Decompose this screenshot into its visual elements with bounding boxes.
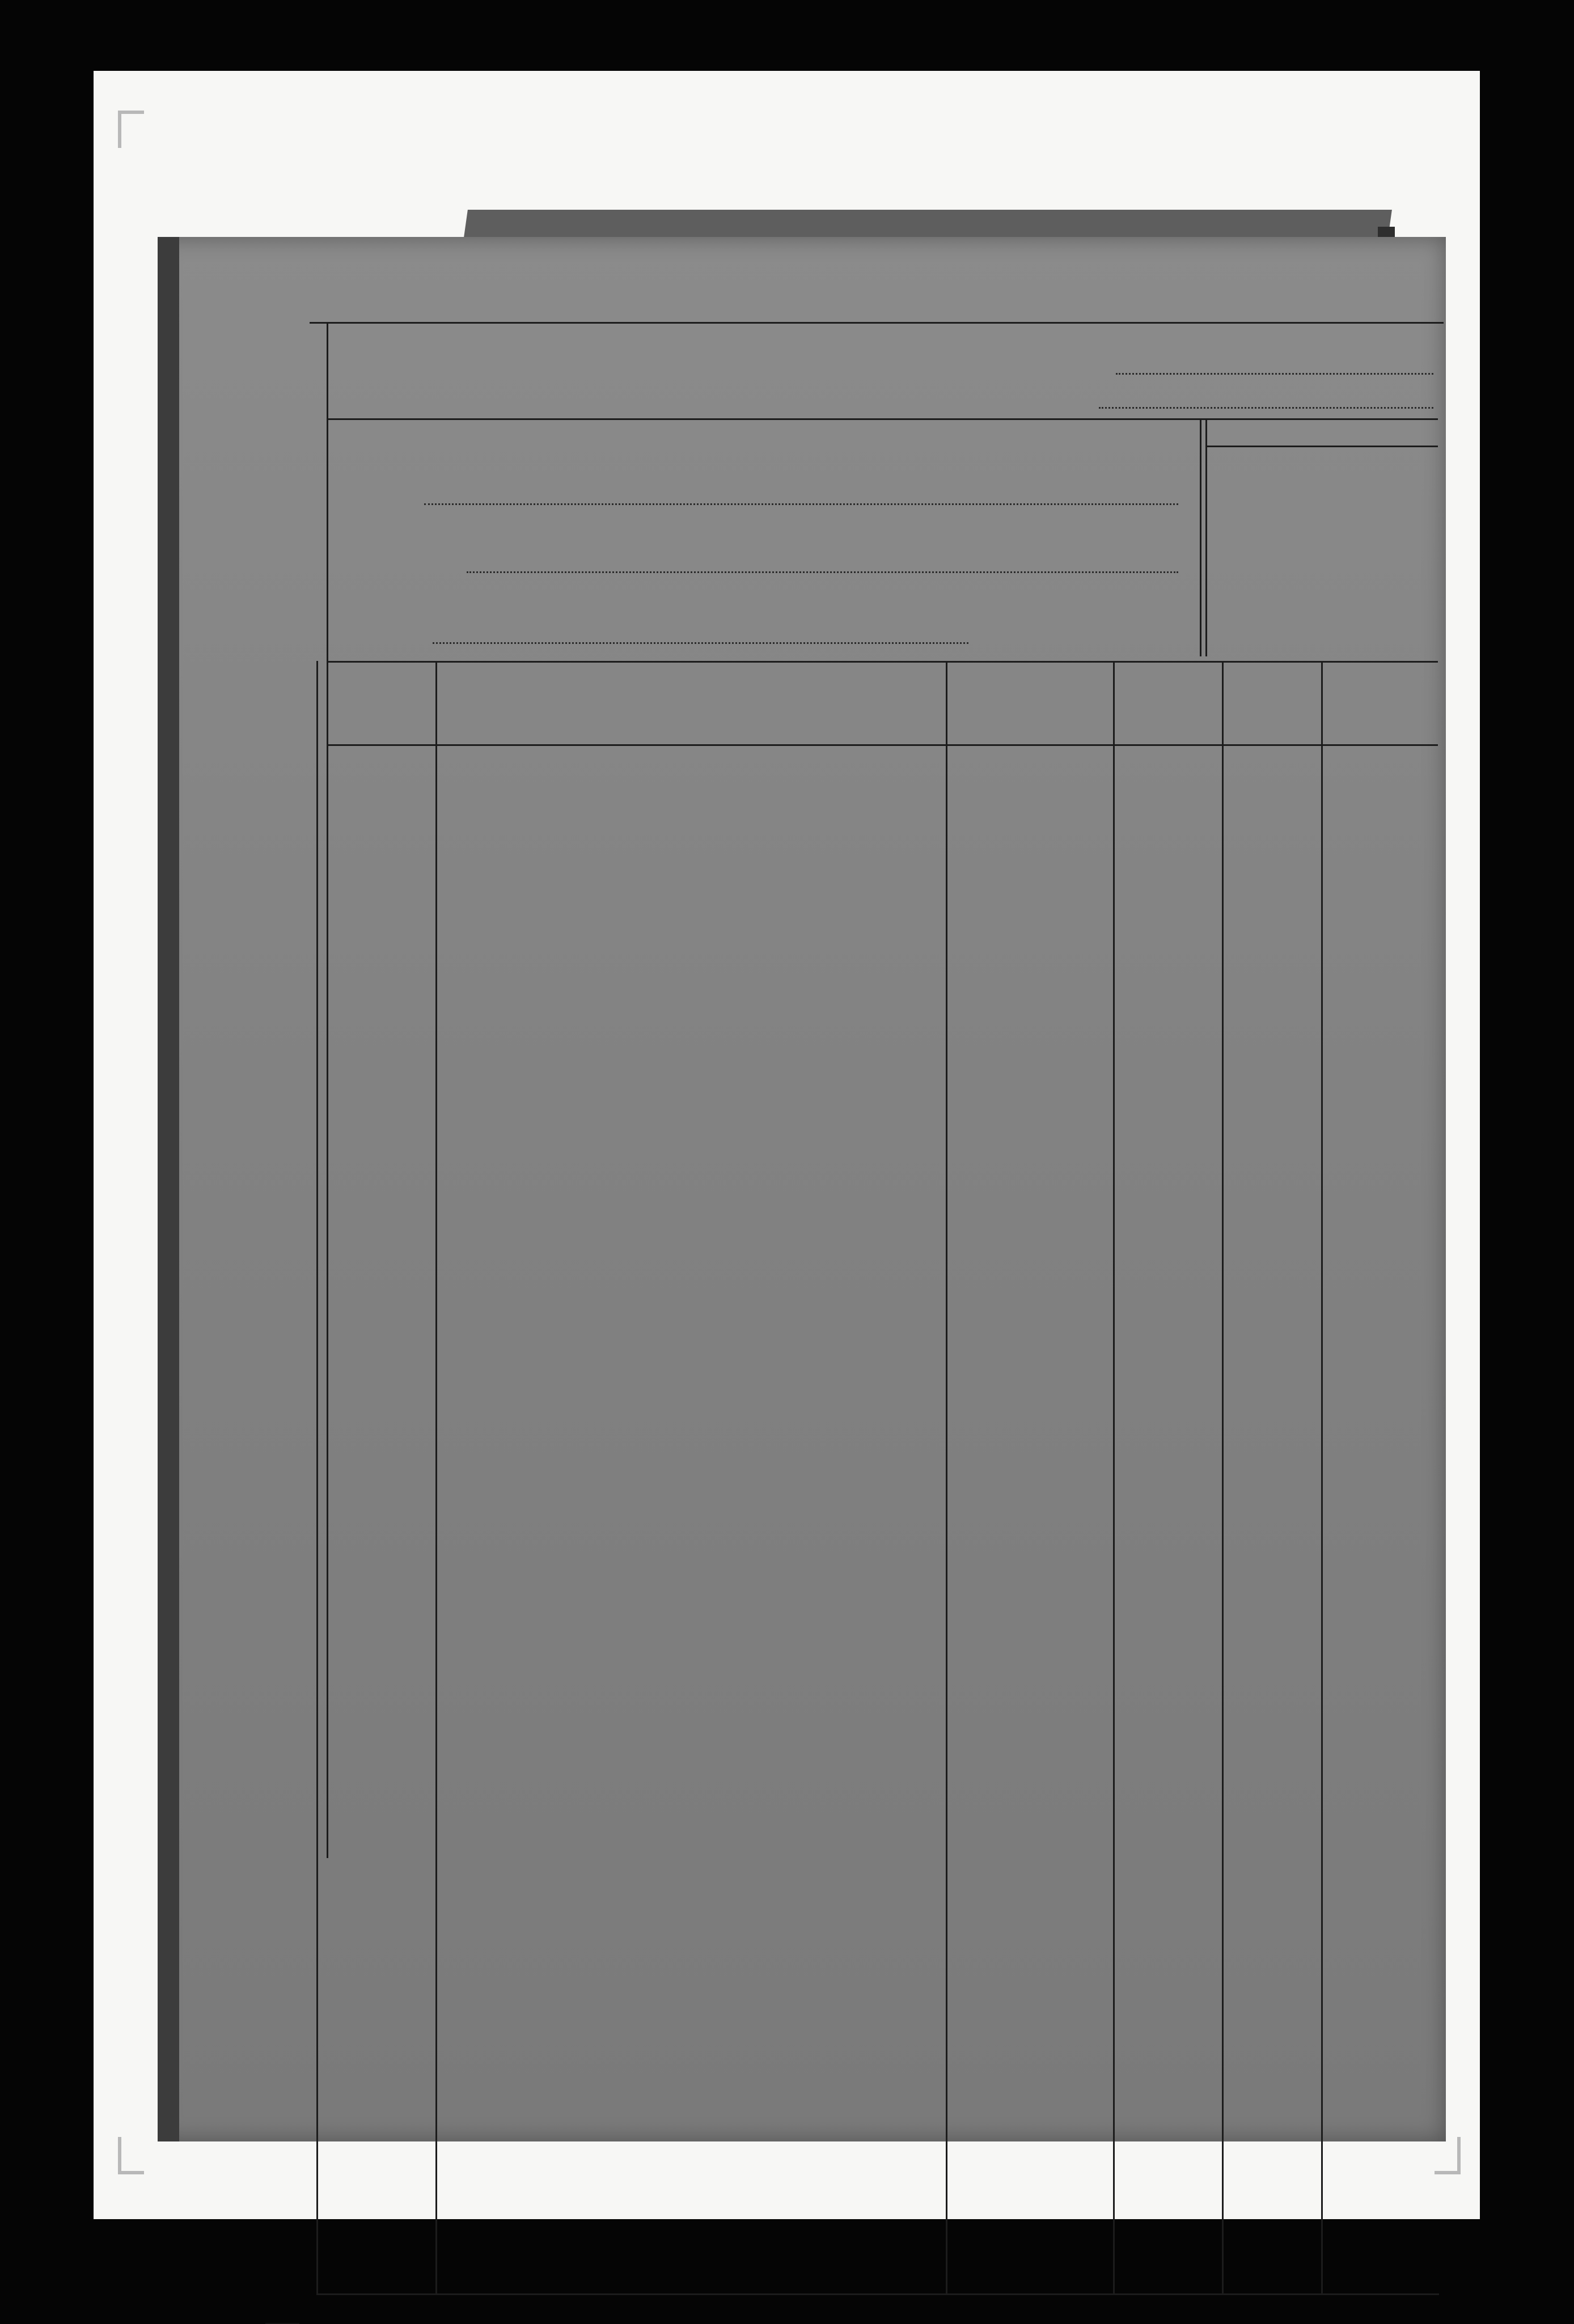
folder-spine	[158, 237, 179, 2141]
table-left-border	[316, 661, 318, 2293]
file-title-dotted-line	[433, 642, 968, 644]
col-divider-5	[1321, 661, 1323, 2293]
file-folder-cover	[158, 237, 1446, 2141]
cross-ref-divider	[1200, 418, 1201, 656]
col-divider-3	[1113, 661, 1115, 2293]
frame-left-line	[327, 322, 328, 1858]
table-top-rule	[327, 661, 1438, 663]
frame-title-rule	[327, 418, 1438, 420]
from-dotted-line	[1116, 373, 1433, 375]
header-rule	[310, 322, 1444, 324]
col-divider-2	[946, 661, 947, 2293]
to-dotted-line	[1099, 407, 1433, 409]
col-divider-4	[1222, 661, 1224, 2293]
crop-mark-bottom-left	[118, 2137, 144, 2174]
subject-dotted-line	[424, 503, 1178, 505]
sub-subject-dotted-line	[467, 571, 1178, 573]
crop-mark-bottom-right	[1435, 2137, 1461, 2174]
crop-mark-top-left	[118, 111, 144, 148]
cross-ref-rule	[1205, 446, 1438, 447]
col-divider-1	[435, 661, 437, 2293]
table-bottom-rule	[316, 2293, 1439, 2295]
cross-ref-divider-2	[1205, 418, 1207, 656]
table-header-rule	[327, 744, 1438, 746]
